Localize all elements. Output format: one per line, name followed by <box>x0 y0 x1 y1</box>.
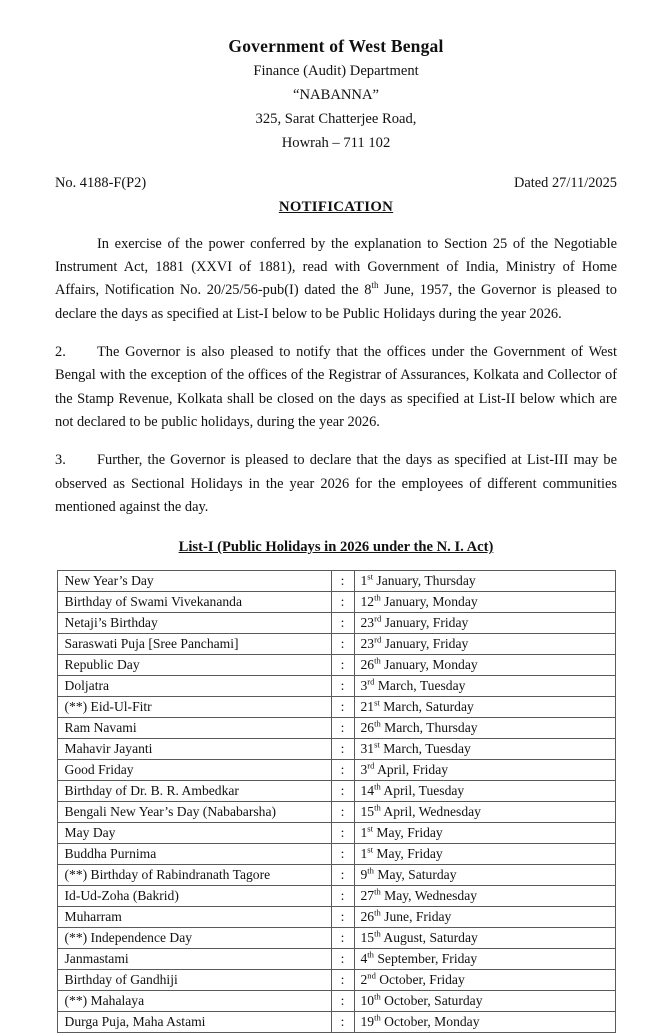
holiday-name-cell: Good Friday <box>57 760 331 781</box>
day-number: 15 <box>360 929 375 945</box>
holiday-date-cell <box>354 592 615 613</box>
table-row <box>57 592 615 613</box>
holiday-name-cell: Republic Day <box>57 655 331 676</box>
holiday-name-cell: Saraswati Puja [Sree Panchami] <box>57 634 331 655</box>
holiday-date-cell <box>354 802 615 823</box>
city-postal: Howrah – 711 102 <box>281 135 391 152</box>
street-address: 325, Sarat Chatterjee Road, <box>255 111 417 128</box>
holiday-date-cell <box>354 697 615 718</box>
ordinal-suffix: th <box>374 928 381 939</box>
separator-cell: : <box>331 634 354 655</box>
separator-cell: : <box>331 907 354 928</box>
holiday-date-cell <box>354 907 615 928</box>
table-row <box>57 718 615 739</box>
month-weekday: May, Friday <box>373 824 443 840</box>
ordinal-suffix: th <box>374 907 381 918</box>
day-number: 1 <box>360 845 368 861</box>
ordinal-suffix: rd <box>374 634 382 645</box>
holiday-date-cell <box>354 760 615 781</box>
holiday-name-cell: (**) Independence Day <box>57 928 331 949</box>
holiday-date-cell <box>354 991 615 1012</box>
day-number: 3 <box>360 761 368 777</box>
holiday-name-cell: Mahavir Jayanti <box>57 739 331 760</box>
holiday-name-cell: Birthday of Swami Vivekananda <box>57 592 331 613</box>
table-row <box>57 865 615 886</box>
holiday-name-cell: Id-Ud-Zoha (Bakrid) <box>57 886 331 907</box>
holiday-date-cell <box>354 676 615 697</box>
holiday-date-cell <box>354 949 615 970</box>
day-number: 27 <box>360 887 375 903</box>
holiday-name-cell: (**) Eid-Ul-Fitr <box>57 697 331 718</box>
holiday-date-cell <box>354 613 615 634</box>
day-number: 10 <box>360 992 375 1008</box>
separator-cell: : <box>331 739 354 760</box>
holiday-date-cell <box>354 928 615 949</box>
table-row <box>57 823 615 844</box>
separator-cell: : <box>331 718 354 739</box>
building-name: “NABANNA” <box>293 87 379 104</box>
month-weekday: March, Saturday <box>379 698 474 714</box>
ordinal-suffix: th <box>374 655 381 666</box>
day-number: 12 <box>360 593 375 609</box>
ordinal-suffix: st <box>374 739 380 750</box>
table-row <box>57 991 615 1012</box>
table-row <box>57 907 615 928</box>
ordinal-suffix: st <box>367 571 373 582</box>
table-row <box>57 613 615 634</box>
ordinal-suffix: th <box>371 280 379 291</box>
table-row <box>57 739 615 760</box>
month-weekday: March, Thursday <box>380 719 478 735</box>
month-weekday: June, Friday <box>380 908 452 924</box>
ordinal-suffix: th <box>367 949 374 960</box>
holiday-date-cell <box>354 1012 615 1033</box>
month-weekday: October, Saturday <box>380 992 483 1008</box>
ordinal-suffix: rd <box>367 760 375 771</box>
ordinal-suffix: th <box>367 865 374 876</box>
day-number: 3 <box>360 677 368 693</box>
ordinal-suffix: th <box>374 886 381 897</box>
day-number: 26 <box>360 719 375 735</box>
ordinal-suffix: th <box>374 1012 381 1023</box>
holiday-date-cell <box>354 655 615 676</box>
holiday-date-cell <box>354 718 615 739</box>
holiday-name-cell: (**) Birthday of Rabindranath Tagore <box>57 865 331 886</box>
table-row <box>57 676 615 697</box>
day-number: 31 <box>360 740 375 756</box>
ordinal-suffix: th <box>374 718 381 729</box>
holiday-name-cell: Janmastami <box>57 949 331 970</box>
day-number: 1 <box>360 824 368 840</box>
table-row <box>57 571 615 592</box>
month-weekday: October, Monday <box>380 1013 480 1029</box>
day-number: 26 <box>360 656 375 672</box>
separator-cell: : <box>331 865 354 886</box>
holiday-name-cell: Doljatra <box>57 676 331 697</box>
ordinal-suffix: th <box>374 991 381 1002</box>
holiday-date-cell <box>354 634 615 655</box>
table-row <box>57 886 615 907</box>
month-weekday: January, Friday <box>381 635 469 651</box>
day-number: 4 <box>360 950 368 966</box>
separator-cell: : <box>331 991 354 1012</box>
ordinal-suffix: st <box>367 844 373 855</box>
holiday-table-body <box>57 571 615 1033</box>
month-weekday: October, Friday <box>375 971 465 987</box>
day-number: 19 <box>360 1013 375 1029</box>
day-number: 21 <box>360 698 375 714</box>
holiday-name-cell: Ram Navami <box>57 718 331 739</box>
letterhead <box>55 36 617 155</box>
day-number: 15 <box>360 803 375 819</box>
holiday-date-cell <box>354 781 615 802</box>
holiday-name-cell: Bengali New Year’s Day (Nababarsha) <box>57 802 331 823</box>
ordinal-suffix: nd <box>367 970 376 981</box>
month-weekday: May, Saturday <box>373 866 457 882</box>
holiday-name-cell: May Day <box>57 823 331 844</box>
separator-cell: : <box>331 844 354 865</box>
paragraph-one <box>55 233 617 326</box>
reference-number: No. 4188-F(P2) <box>55 174 147 191</box>
month-weekday: September, Friday <box>373 950 478 966</box>
table-row <box>57 1012 615 1033</box>
month-weekday: January, Thursday <box>373 572 476 588</box>
day-number: 2 <box>360 971 368 987</box>
holiday-date-cell <box>354 865 615 886</box>
month-weekday: January, Monday <box>380 656 478 672</box>
paragraph-two-number: 2. <box>55 343 66 360</box>
separator-cell: : <box>331 928 354 949</box>
paragraph-two-text: The Governor is also pleased to notify that the offices under the Government of West Bengal with the exception of the offices of the Registrar of Assurances, Kolkata and Collector of the Stamp Revenue, Kolkata shall be closed on the days as specified at List-II below which are not declared to be public holidays, during the year 2026. <box>55 343 617 430</box>
month-weekday: April, Wednesday <box>380 803 481 819</box>
holiday-name-cell: Birthday of Dr. B. R. Ambedkar <box>57 781 331 802</box>
separator-cell: : <box>331 802 354 823</box>
paragraph-two <box>55 341 617 434</box>
month-weekday: April, Tuesday <box>380 782 465 798</box>
day-number: 23 <box>360 614 375 630</box>
day-number: 9 <box>360 866 368 882</box>
ordinal-suffix: th <box>374 592 381 603</box>
holiday-name-cell: Muharram <box>57 907 331 928</box>
month-weekday: March, Tuesday <box>374 677 466 693</box>
separator-cell: : <box>331 781 354 802</box>
separator-cell: : <box>331 1012 354 1033</box>
ordinal-suffix: st <box>374 697 380 708</box>
holiday-name-cell: Netaji’s Birthday <box>57 613 331 634</box>
holiday-name-cell: Durga Puja, Maha Astami <box>57 1012 331 1033</box>
holiday-name-cell: (**) Mahalaya <box>57 991 331 1012</box>
holiday-name-cell: Buddha Purnima <box>57 844 331 865</box>
separator-cell: : <box>331 592 354 613</box>
separator-cell: : <box>331 760 354 781</box>
month-weekday: August, Saturday <box>380 929 478 945</box>
table-row <box>57 802 615 823</box>
month-weekday: January, Monday <box>380 593 478 609</box>
month-weekday: January, Friday <box>381 614 469 630</box>
table-row <box>57 634 615 655</box>
table-row <box>57 781 615 802</box>
paragraph-one-part-a: In exercise of the power conferred by the explanation to Section 25 of the Negotiable Instrument Act, 1881 (XXVI of 1881), read with Government of India, Ministry of Home Affairs, Notification No. 20/25/56-pub(I) dated the 8 <box>55 235 617 299</box>
holiday-name-cell: New Year’s Day <box>57 571 331 592</box>
day-number: 23 <box>360 635 375 651</box>
separator-cell: : <box>331 886 354 907</box>
paragraph-one-part-b: June, 1957, the Governor is pleased to declare the days as specified at List-I below to be Public Holidays during the year 2026. <box>55 282 617 322</box>
ordinal-suffix: th <box>374 781 381 792</box>
month-weekday: May, Friday <box>373 845 443 861</box>
table-row <box>57 928 615 949</box>
table-row <box>57 949 615 970</box>
separator-cell: : <box>331 697 354 718</box>
holiday-date-cell <box>354 739 615 760</box>
table-row <box>57 655 615 676</box>
separator-cell: : <box>331 613 354 634</box>
separator-cell: : <box>331 655 354 676</box>
holiday-date-cell <box>354 886 615 907</box>
table-row <box>57 970 615 991</box>
ordinal-suffix: rd <box>374 613 382 624</box>
table-row <box>57 697 615 718</box>
holiday-date-cell <box>354 970 615 991</box>
month-weekday: April, Friday <box>374 761 449 777</box>
holiday-date-cell <box>354 844 615 865</box>
month-weekday: May, Wednesday <box>380 887 478 903</box>
organization-title: Government of West Bengal <box>228 36 444 56</box>
list-one-heading: List-I (Public Holidays in 2026 under the N. I. Act) <box>178 539 494 556</box>
holiday-name-cell: Birthday of Gandhiji <box>57 970 331 991</box>
day-number: 14 <box>360 782 375 798</box>
separator-cell: : <box>331 571 354 592</box>
paragraph-three-number: 3. <box>55 452 66 469</box>
holiday-table <box>57 570 616 1033</box>
month-weekday: March, Tuesday <box>379 740 471 756</box>
ordinal-suffix: st <box>367 823 373 834</box>
day-number: 1 <box>360 572 368 588</box>
separator-cell: : <box>331 823 354 844</box>
paragraph-three-text: Further, the Governor is pleased to declare that the days as specified at List-III may be observed as Sectional Holidays in the year 2026 for the employees of different communities mentioned against the day. <box>55 452 617 515</box>
ordinal-suffix: rd <box>367 676 375 687</box>
separator-cell: : <box>331 676 354 697</box>
holiday-date-cell <box>354 823 615 844</box>
holiday-date-cell <box>354 571 615 592</box>
paragraph-three <box>55 449 617 519</box>
table-row <box>57 844 615 865</box>
reference-row <box>55 175 617 192</box>
table-row <box>57 760 615 781</box>
notification-heading: NOTIFICATION <box>278 198 394 215</box>
separator-cell: : <box>331 970 354 991</box>
department-name: Finance (Audit) Department <box>253 62 419 79</box>
ordinal-suffix: th <box>374 802 381 813</box>
reference-date: Dated 27/11/2025 <box>514 174 617 191</box>
day-number: 26 <box>360 908 375 924</box>
separator-cell: : <box>331 949 354 970</box>
